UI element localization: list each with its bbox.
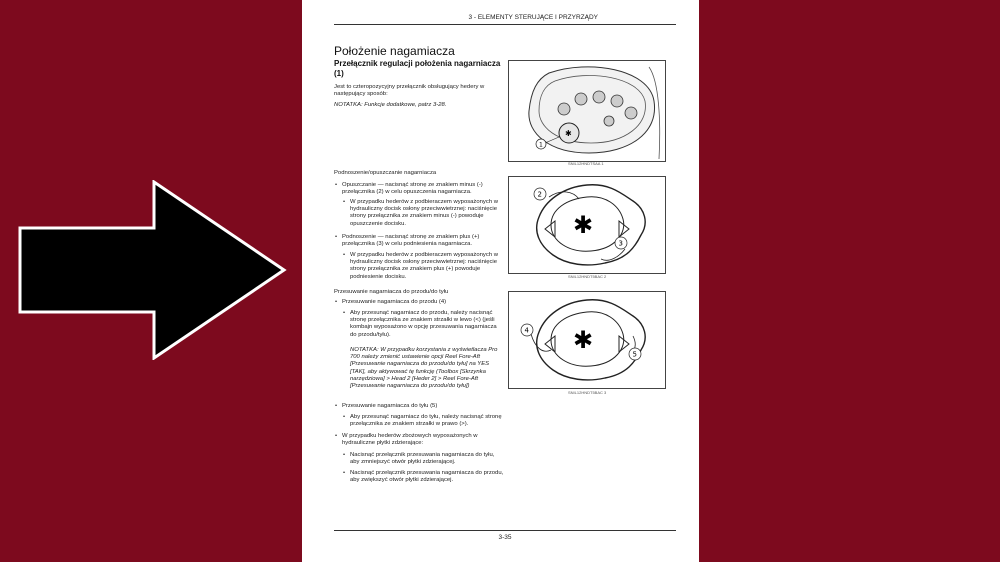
callout-1: 1 — [539, 141, 543, 149]
svg-text:✱: ✱ — [565, 129, 572, 138]
bullet-raise: • Podnoszenie — nacisnąć stronę ze znakiem plus (+) przełącznika (3) w celu podniesienia nagarniacza. — [342, 234, 504, 248]
bullet-back-sub: • Aby przesunąć nagarniacz do tyłu, należy nacisnąć stronę przełącznika ze znakiem strzałki w prawo (>). — [350, 414, 504, 428]
page-number: 3-35 — [334, 530, 676, 541]
intro-text: Jest to czteropozycyjny przełącznik obsługujący hedery w następujący sposób: — [334, 84, 485, 98]
bullet-back: • Przesuwanie nagarniacza do tyłu (5) — [342, 403, 504, 410]
figure-2-switch — [508, 176, 666, 274]
bullet-stripper-forward: • Nacisnąć przełącznik przesuwania nagarniacza do przodu, aby zwiększyć otwór płytki zdzierającej. — [350, 470, 504, 484]
bullet-lower: • Opuszczanie — nacisnąć stronę ze znakiem minus (-) przełącznika (2) w celu opuszczenia nagarniacza. — [342, 182, 504, 196]
note-1: NOTATKA: Funkcje dodatkowe, patrz 3-28. — [334, 102, 447, 108]
callout-4: 4 — [524, 326, 529, 335]
figure-1-caption: SNIL12HNDTSAA 1 — [568, 161, 604, 166]
bullet-stripper-back: • Nacisnąć przełącznik przesuwania nagarniacza do tyłu, aby zmniejszyć otwór płytki zdzierającej. — [350, 452, 504, 466]
bullet-forward: • Przesuwanie nagarniacza do przodu (4) — [342, 299, 504, 306]
bullet-forward-sub: • Aby przesunąć nagarniacz do przodu, należy nacisnąć stronę przełącznika ze znakiem strzałki w lewo (<) (jeśli kombajn wyposażono w opcję przesuwania nagarniacza do przodu/tyłu). — [350, 310, 504, 339]
svg-text:✱: ✱ — [573, 326, 594, 354]
figure-1-handle — [508, 60, 666, 162]
page-header: 3 - ELEMENTY STERUJĄCE I PRZYRZĄDY — [334, 14, 676, 25]
section-subtitle: Przełącznik regulacji położenia nagarniacza (1) — [334, 59, 501, 78]
bullet-raise-sub: • W przypadku hederów z podbieraczem wyposażonych w hydrauliczny docisk osłony przeciwwietrznej: naciśnięcie strony przełącznika ze znakiem plus (+) powoduje podniesienie docisku. — [350, 252, 504, 281]
raise-lower-heading: Podnoszenie/opuszczanie nagarniacza — [334, 170, 437, 176]
control-handle-illustration — [509, 61, 665, 161]
note-2: NOTATKA: W przypadku korzystania z wyświetlacza Pro 700 należy zmienić ustawienie opcji Reel Fore-Aft [Przesuwanie nagarniacza do przodu/do tyłu] na YES [TAK], aby aktywować tę funkcję (Toolbox [Skrzynka narzędziowa] > Head 2 [Heder 2] > Reel Fore-Aft [Przesuwanie nagarniacza do przodu/do tyłu]) — [350, 347, 498, 390]
fore-aft-heading: Przesuwanie nagarniacza do przodu/do tyłu — [334, 289, 449, 295]
figure-3-switch — [508, 291, 666, 389]
bullet-stripper: • W przypadku hederów zbożowych wyposażonych w hydrauliczne płytki zdzierające: — [342, 433, 504, 447]
callout-3: 3 — [618, 239, 623, 248]
svg-text:✱: ✱ — [573, 211, 594, 239]
figure-2-caption: SNIL12HNDT5BAC 2 — [568, 274, 607, 279]
bullet-lower-sub: • W przypadku hederów z podbieraczem wyposażonych w hydrauliczny docisk osłony przeciwwietrznej: naciśnięcie strony przełącznika ze znakiem minus (-) powoduje opuszczenie docisku. — [350, 199, 504, 228]
figure-3-caption: SNIL12HNDT5BAC 3 — [568, 390, 607, 395]
right-arrow-icon — [18, 180, 288, 360]
callout-5: 5 — [632, 350, 637, 359]
section-title: Położenie nagamiacza — [334, 44, 455, 58]
callout-2: 2 — [537, 190, 542, 199]
